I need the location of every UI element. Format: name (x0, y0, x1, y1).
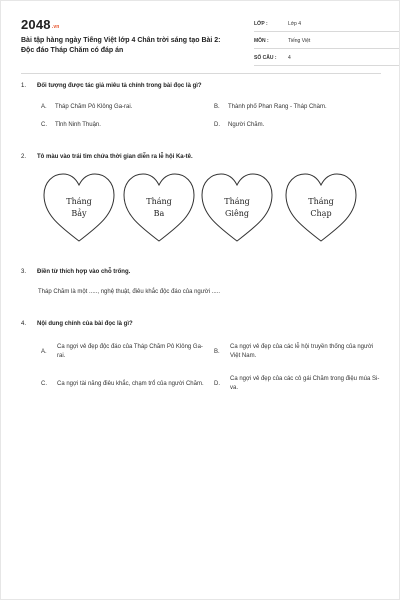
meta-row-subject (254, 34, 399, 49)
answer-option-c[interactable] (41, 122, 214, 128)
meta-value: Lớp 4 (288, 21, 302, 27)
option-text: Ca ngợi vẻ đẹp của các lễ hội truyền thống của người Việt Nam. (230, 344, 374, 359)
meta-value: Tiếng Việt (288, 38, 311, 44)
question-3 (21, 269, 381, 295)
question-heading (21, 154, 381, 160)
option-letter: D. (214, 381, 220, 387)
option-text: Tháp Chăm Pô Klông Ga-rai. (55, 104, 133, 110)
heart-label-line: Ba (153, 209, 165, 218)
option-letter: C. (41, 381, 47, 387)
heart-label-line: Tháng (146, 197, 172, 206)
heart-label (121, 196, 197, 220)
worksheet-meta (254, 17, 399, 66)
meta-value: 4 (288, 55, 291, 61)
meta-key: LỚP : (254, 21, 268, 27)
question-text: Tô màu vào trái tim chứa thời gian diễn ra lễ hội Ka-tê. (37, 154, 193, 160)
header-divider (21, 73, 381, 74)
worksheet-header (21, 15, 381, 67)
heart-label-line: Giêng (225, 209, 249, 218)
heart-label-line: Chạp (310, 209, 332, 218)
question-text: Nội dung chính của bài đọc là gì? (37, 321, 133, 327)
question-heading (21, 83, 381, 89)
heart-label-line: Tháng (224, 197, 250, 206)
meta-key: SỐ CÂU : (254, 55, 277, 61)
option-letter: D. (214, 122, 220, 128)
answer-option-a[interactable] (41, 104, 214, 110)
question-number: 3. (21, 269, 27, 275)
option-text: Ca ngợi vẻ đẹp của các cô gái Chăm trong điệu múa Si-va. (230, 376, 380, 391)
option-letter: B. (214, 104, 220, 110)
answer-option-d[interactable] (214, 122, 387, 128)
heart-choice-3[interactable] (199, 171, 275, 245)
answer-option-b[interactable] (214, 343, 387, 361)
question-text: Điền từ thích hợp vào chỗ trống. (37, 269, 131, 275)
meta-row-class (254, 17, 399, 32)
answer-option-c[interactable] (41, 375, 214, 393)
answer-option-b[interactable] (214, 104, 387, 110)
question-heading (21, 321, 381, 327)
answer-options (41, 343, 381, 393)
option-text: Người Chăm. (228, 122, 265, 128)
option-letter: A. (41, 104, 47, 110)
meta-row-count (254, 51, 399, 66)
option-letter: C. (41, 122, 47, 128)
question-number: 2. (21, 154, 27, 160)
question-text: Đối tượng được tác giả miêu tả chính trong bài đọc là gì? (37, 83, 202, 89)
heart-choice-1[interactable] (41, 171, 117, 245)
heart-label (283, 196, 359, 220)
question-2 (21, 154, 381, 160)
heart-label (41, 196, 117, 220)
question-4 (21, 321, 381, 393)
option-text: Ca ngợi tài năng điêu khắc, chạm trổ của người Chăm. (57, 380, 204, 387)
heart-label (199, 196, 275, 220)
logo-text: 2048 (21, 17, 51, 32)
logo-suffix: .vn (51, 24, 60, 30)
heart-label-line: Tháng (66, 197, 92, 206)
heart-label-line: Bảy (71, 209, 87, 218)
question-number: 4. (21, 321, 27, 327)
option-letter: A. (41, 349, 47, 355)
option-text: Tỉnh Ninh Thuận. (55, 122, 101, 128)
site-logo[interactable] (21, 17, 60, 32)
answer-options (41, 104, 381, 128)
heart-label-line: Tháng (308, 197, 334, 206)
heart-choice-4[interactable] (283, 171, 359, 245)
option-letter: B. (214, 349, 220, 355)
question-heading (21, 269, 381, 275)
option-text: Ca ngợi vẻ đẹp độc đáo của Tháp Chăm Pô Klông Ga-rai. (57, 344, 203, 359)
option-text: Thành phố Phan Rang - Tháp Chàm. (228, 104, 327, 110)
question-number: 1. (21, 83, 27, 89)
question-1 (21, 83, 381, 128)
worksheet-title: Bài tập hàng ngày Tiếng Việt lớp 4 Chân trời sáng tạo Bài 2: Độc đáo Tháp Chăm có đáp án (21, 37, 221, 54)
fill-in-sentence[interactable]: Tháp Chăm là một ....., nghệ thuật, điêu khắc độc đáo của người ..... (38, 289, 221, 295)
heart-choices (41, 171, 363, 249)
heart-choice-2[interactable] (121, 171, 197, 245)
meta-key: MÔN : (254, 38, 269, 44)
answer-option-a[interactable] (41, 343, 214, 361)
answer-option-d[interactable] (214, 375, 387, 393)
